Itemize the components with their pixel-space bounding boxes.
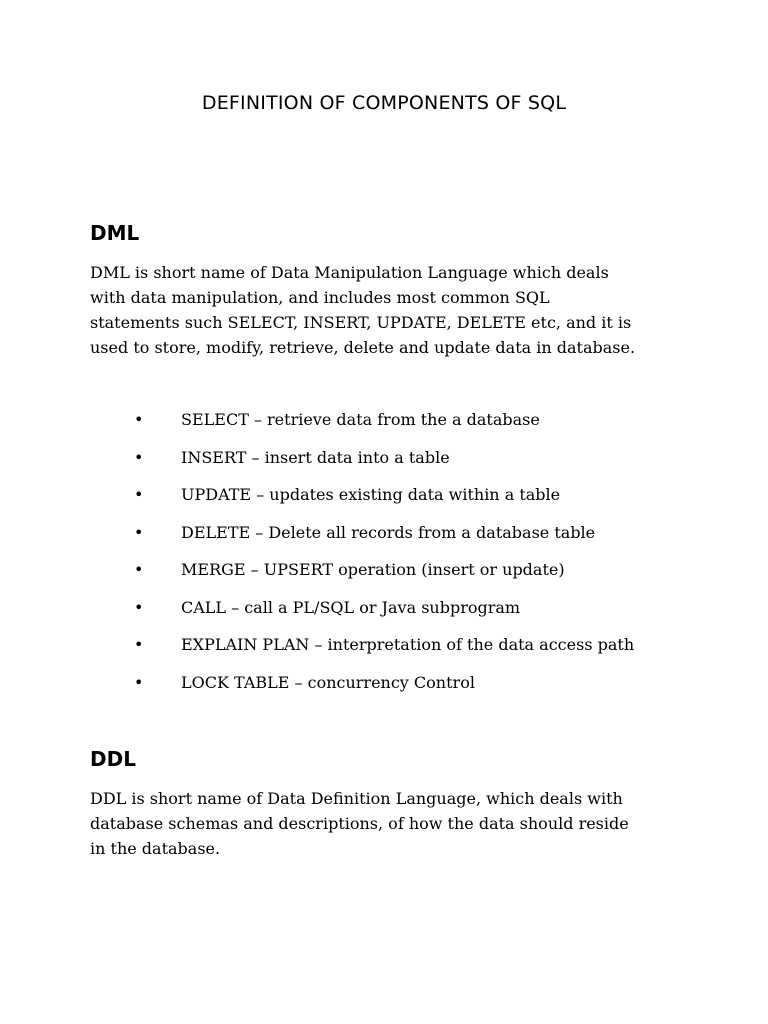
list-item-text: EXPLAIN PLAN – interpretation of the data access path bbox=[181, 635, 635, 654]
list-item-text: CALL – call a PL/SQL or Java subprogram bbox=[181, 597, 521, 617]
bullet-icon: • bbox=[134, 522, 144, 542]
bullet-icon: • bbox=[134, 597, 144, 617]
dml-paragraph bbox=[90, 260, 690, 360]
list-item-text: INSERT – insert data into a table bbox=[181, 447, 450, 467]
list-item-text: DELETE – Delete all records from a database table bbox=[181, 522, 596, 542]
list-item-text: SELECT – retrieve data from the a database bbox=[181, 410, 540, 429]
list-item-text: UPDATE – updates existing data within a table bbox=[181, 485, 561, 504]
bullet-icon: • bbox=[134, 485, 144, 504]
dml-paragraph-line: used to store, modify, retrieve, delete and update data in database. bbox=[90, 338, 636, 357]
bullet-icon: • bbox=[134, 447, 144, 467]
bullet-icon: • bbox=[134, 635, 144, 654]
ddl-heading: DDL bbox=[90, 747, 136, 771]
dml-paragraph-line: DML is short name of Data Manipulation Language which deals bbox=[90, 263, 609, 282]
dml-heading: DML bbox=[90, 221, 140, 245]
list-item-text: LOCK TABLE – concurrency Control bbox=[181, 672, 475, 692]
bullet-icon: • bbox=[134, 410, 144, 429]
dml-paragraph-line: with data manipulation, and includes most common SQL bbox=[90, 288, 550, 307]
dml-paragraph-line: statements such SELECT, INSERT, UPDATE, DELETE etc, and it is bbox=[90, 313, 632, 332]
ddl-paragraph-line: database schemas and descriptions, of how the data should reside bbox=[90, 814, 629, 833]
bullet-icon: • bbox=[134, 672, 144, 692]
list-item-text: MERGE – UPSERT operation (insert or update) bbox=[181, 560, 565, 579]
ddl-paragraph-line: DDL is short name of Data Definition Language, which deals with bbox=[90, 789, 623, 808]
bullet-icon: • bbox=[134, 560, 144, 579]
document-title: DEFINITION OF COMPONENTS OF SQL bbox=[201, 92, 567, 114]
ddl-paragraph-line: in the database. bbox=[90, 839, 221, 858]
ddl-paragraph bbox=[90, 786, 690, 861]
